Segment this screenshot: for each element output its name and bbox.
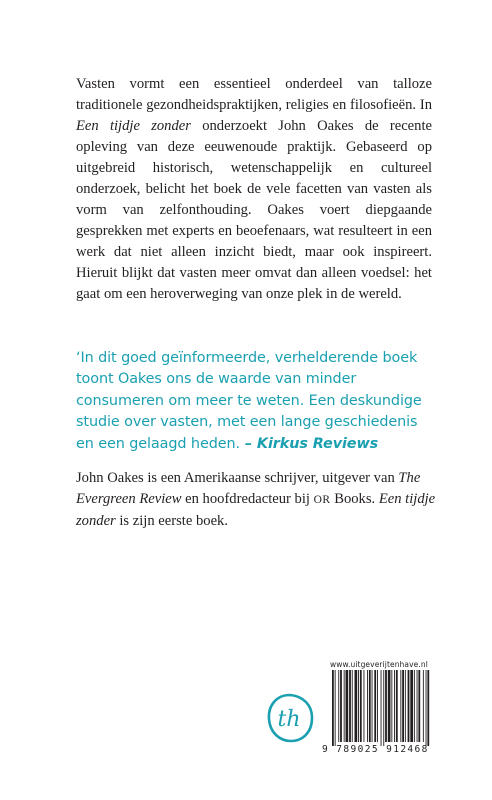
barcode-bar bbox=[346, 670, 349, 742]
bio-book-title: Een tijdje zonder bbox=[76, 491, 436, 529]
blurb-text-end: onderzoekt John Oakes de recente opleving van deze eeuwenoude praktijk. Gebaseerd op uitgebreid historisch, wetenschappelijk en cultureel onderzoek, belicht het boek de vele facetten van vasten als vorm van zelfonthouding. Oakes voert diepgaande gesprekken met experts en beoefenaars, wat resulteert in een werk dat niet alleen inzicht biedt, maar ook inspireert. Hieruit blijkt dat vasten meer omvat dan alleen voedsel: het gaat om een heroverweging van onze plek in de wereld. bbox=[76, 118, 432, 302]
barcode-bar bbox=[344, 670, 345, 742]
barcode-bar bbox=[335, 670, 336, 746]
barcode-bar bbox=[426, 670, 427, 746]
barcode-bar bbox=[355, 670, 358, 742]
barcode-bar bbox=[369, 670, 371, 742]
barcode-bar bbox=[402, 670, 404, 742]
barcode-bar bbox=[372, 670, 373, 742]
barcode-bar bbox=[410, 670, 413, 742]
isbn-barcode bbox=[330, 670, 462, 746]
barcode-bar bbox=[358, 670, 359, 742]
barcode-bar bbox=[408, 670, 410, 742]
barcode-bar bbox=[377, 670, 378, 742]
bio-or-books: OR bbox=[313, 494, 331, 506]
barcode-bar bbox=[394, 670, 395, 742]
barcode-bar bbox=[396, 670, 398, 742]
barcode-bar bbox=[383, 670, 384, 746]
bio-text-4: is zijn eerste boek. bbox=[115, 513, 228, 529]
barcode-bar bbox=[360, 670, 362, 742]
barcode-bar bbox=[391, 670, 392, 742]
barcode-bar bbox=[405, 670, 406, 742]
quote-source: – Kirkus Reviews bbox=[239, 435, 379, 452]
isbn-number: 9 789025 912468 bbox=[322, 744, 429, 755]
barcode-bar bbox=[332, 670, 334, 746]
barcode-bar bbox=[400, 670, 401, 742]
bio-text-2: en hoofdredacteur bij bbox=[181, 491, 314, 507]
barcode-bar bbox=[388, 670, 391, 742]
barcode-bar bbox=[418, 670, 420, 742]
barcode-bar bbox=[364, 670, 365, 742]
bio-magazine-title: The Evergreen Review bbox=[76, 470, 421, 507]
publisher-logo-text: th bbox=[277, 707, 301, 732]
review-quote bbox=[76, 348, 436, 455]
barcode-bar bbox=[427, 670, 429, 746]
quote-text: ‘In dit goed geïnformeerde, verhelderende boek toont Oakes ons de waarde van minder consumeren om meer te weten. Een deskundige studie over vasten, met een lange geschiedenis en een gelaagd heden. bbox=[76, 350, 422, 452]
barcode-bar bbox=[349, 670, 351, 742]
barcode-bar bbox=[385, 670, 387, 742]
barcode-bar bbox=[340, 670, 342, 742]
barcode-bar bbox=[381, 670, 382, 746]
publisher-url: www.uitgeverijtenhave.nl bbox=[330, 660, 428, 669]
blurb-text-start: Vasten vormt een essentieel onderdeel van talloze traditionele gezondheidspraktijken, religies en filosofieën. In bbox=[76, 76, 432, 113]
barcode-bar bbox=[374, 670, 376, 742]
barcode-bar bbox=[367, 670, 368, 742]
book-blurb bbox=[76, 74, 432, 305]
barcode-bar bbox=[414, 670, 415, 742]
publisher-logo-icon bbox=[264, 692, 316, 744]
barcode-bar bbox=[417, 670, 418, 742]
author-bio bbox=[76, 468, 436, 532]
barcode-bar bbox=[423, 670, 424, 742]
bio-text-1: John Oakes is een Amerikaanse schrijver, uitgever van bbox=[76, 470, 399, 486]
barcode-bar bbox=[352, 670, 353, 742]
bio-text-3: Books. bbox=[330, 491, 379, 507]
barcode-bar bbox=[338, 670, 339, 742]
blurb-book-title: Een tijdje zonder bbox=[76, 118, 191, 134]
